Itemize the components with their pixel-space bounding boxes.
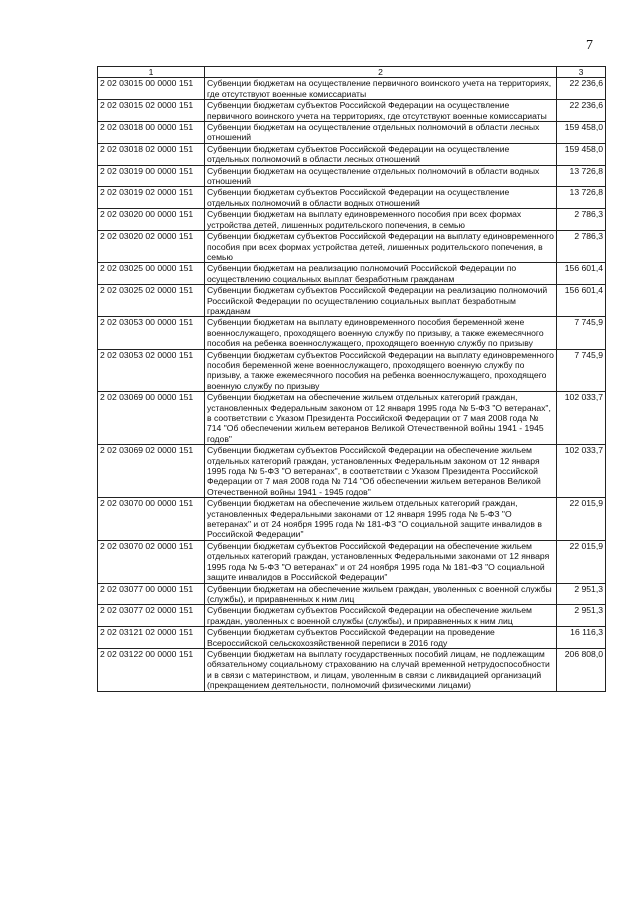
row-description: Субвенции бюджетам на выплату единовременного пособия при всех формах устройства детей, лишенных родительского попечения, в семью — [205, 209, 557, 231]
row-description: Субвенции бюджетам субъектов Российской Федерации на обеспечение жильем отдельных категорий граждан, установленных Федеральным законом от 12 января 1995 года № 5-ФЗ "О ветеранах", в соответствии с Указом Президента Российской Федерации от 7 мая 2008 года № 714 "Об обеспечении жильем ветеранов Великой Отечественной войны 1941 - 1945 годов" — [205, 445, 557, 498]
page-number: 7 — [586, 38, 593, 53]
row-code: 2 02 03069 02 0000 151 — [98, 445, 205, 498]
row-code: 2 02 03121 02 0000 151 — [98, 627, 205, 649]
row-amount: 13 726,8 — [557, 187, 606, 209]
table-row — [98, 122, 606, 144]
row-code: 2 02 03053 00 0000 151 — [98, 317, 205, 349]
row-code: 2 02 03018 00 0000 151 — [98, 122, 205, 144]
row-description: Субвенции бюджетам субъектов Российской Федерации на осуществление отдельных полномочий в области лесных отношений — [205, 143, 557, 165]
row-code: 2 02 03070 00 0000 151 — [98, 498, 205, 541]
row-code: 2 02 03070 02 0000 151 — [98, 540, 205, 583]
row-description: Субвенции бюджетам субъектов Российской Федерации на обеспечение жильем отдельных категорий граждан, установленных Федеральными законами от 12 января 1995 года № 5-ФЗ "О ветеранах" и от 24 ноября 1995 года № 181-ФЗ "О социальной защите инвалидов в Российской Федерации" — [205, 540, 557, 583]
row-code: 2 02 03077 02 0000 151 — [98, 605, 205, 627]
row-description: Субвенции бюджетам субъектов Российской Федерации на обеспечение жильем граждан, уволенных с военной службы (службы), и приравненных к ним лиц — [205, 605, 557, 627]
table-row — [98, 540, 606, 583]
row-amount: 22 236,6 — [557, 78, 606, 100]
table-row — [98, 143, 606, 165]
row-code: 2 02 03019 02 0000 151 — [98, 187, 205, 209]
table-row — [98, 498, 606, 541]
row-code: 2 02 03069 00 0000 151 — [98, 392, 205, 445]
row-amount: 156 601,4 — [557, 263, 606, 285]
table-row — [98, 317, 606, 349]
row-description: Субвенции бюджетам субъектов Российской Федерации на выплату единовременного пособия беременной жене военнослужащего, проходящего военную службу по призыву, а также ежемесячного пособия на ребенка военнослужащего, проходящего военную службу по призыву — [205, 349, 557, 392]
table-row — [98, 100, 606, 122]
row-amount: 7 745,9 — [557, 349, 606, 392]
row-code: 2 02 03015 02 0000 151 — [98, 100, 205, 122]
row-amount: 102 033,7 — [557, 445, 606, 498]
row-description: Субвенции бюджетам на осуществление первичного воинского учета на территориях, где отсутствуют военные комиссариаты — [205, 78, 557, 100]
column-header-amount: 3 — [557, 67, 606, 78]
row-amount: 22 015,9 — [557, 498, 606, 541]
row-amount: 7 745,9 — [557, 317, 606, 349]
row-code: 2 02 03025 00 0000 151 — [98, 263, 205, 285]
row-description: Субвенции бюджетам на обеспечение жильем отдельных категорий граждан, установленных Федеральными законами от 12 января 1995 года № 5-ФЗ "О ветеранах" и от 24 ноября 1995 года № 181-ФЗ "О социальной защите инвалидов в Российской Федерации" — [205, 498, 557, 541]
row-code: 2 02 03019 00 0000 151 — [98, 165, 205, 187]
row-amount: 2 951,3 — [557, 583, 606, 605]
row-code: 2 02 03020 02 0000 151 — [98, 231, 205, 263]
row-description: Субвенции бюджетам на осуществление отдельных полномочий в области водных отношений — [205, 165, 557, 187]
table-row — [98, 187, 606, 209]
row-code: 2 02 03025 02 0000 151 — [98, 285, 205, 317]
row-code: 2 02 03020 00 0000 151 — [98, 209, 205, 231]
row-description: Субвенции бюджетам на осуществление отдельных полномочий в области лесных отношений — [205, 122, 557, 144]
column-header-code: 1 — [98, 67, 205, 78]
row-description: Субвенции бюджетам субъектов Российской Федерации на выплату единовременного пособия при всех формах устройства детей, лишенных родительского попечения, в семью — [205, 231, 557, 263]
row-code: 2 02 03018 02 0000 151 — [98, 143, 205, 165]
row-amount: 13 726,8 — [557, 165, 606, 187]
table-row — [98, 605, 606, 627]
table-row — [98, 349, 606, 392]
row-amount: 206 808,0 — [557, 648, 606, 691]
row-code: 2 02 03122 00 0000 151 — [98, 648, 205, 691]
table-row — [98, 648, 606, 691]
row-description: Субвенции бюджетам на выплату единовременного пособия беременной жене военнослужащего, проходящего военную службу по призыву, а также ежемесячного пособия на ребенка военнослужащего, проходящего военную службу по призыву — [205, 317, 557, 349]
row-amount: 159 458,0 — [557, 122, 606, 144]
row-amount: 156 601,4 — [557, 285, 606, 317]
row-description: Субвенции бюджетам субъектов Российской Федерации на осуществление первичного воинского учета на территориях, где отсутствуют военные комиссариаты — [205, 100, 557, 122]
table-row — [98, 231, 606, 263]
row-amount: 102 033,7 — [557, 392, 606, 445]
table-row — [98, 285, 606, 317]
table-row — [98, 627, 606, 649]
row-description: Субвенции бюджетам на обеспечение жильем граждан, уволенных с военной службы (службы), и приравненных к ним лиц — [205, 583, 557, 605]
row-description: Субвенции бюджетам на обеспечение жильем отдельных категорий граждан, установленных Федеральным законом от 12 января 1995 года № 5-ФЗ "О ветеранах", в соответствии с Указом Президента Российской Федерации от 7 мая 2008 года № 714 "Об обеспечении жильем ветеранов Великой Отечественной войны 1941 - 1945 годов" — [205, 392, 557, 445]
row-description: Субвенции бюджетам субъектов Российской Федерации на осуществление отдельных полномочий в области водных отношений — [205, 187, 557, 209]
row-description: Субвенции бюджетам субъектов Российской Федерации на проведение Всероссийской сельскохозяйственной переписи в 2016 году — [205, 627, 557, 649]
row-amount: 22 015,9 — [557, 540, 606, 583]
row-description: Субвенции бюджетам на реализацию полномочий Российской Федерации по осуществлению социальных выплат безработным гражданам — [205, 263, 557, 285]
row-amount: 2 951,3 — [557, 605, 606, 627]
budget-table — [97, 66, 606, 692]
row-amount: 2 786,3 — [557, 209, 606, 231]
table-row — [98, 445, 606, 498]
table-row — [98, 209, 606, 231]
table-row — [98, 78, 606, 100]
row-description: Субвенции бюджетам субъектов Российской Федерации на реализацию полномочий Российской Федерации по осуществлению социальных выплат безработным гражданам — [205, 285, 557, 317]
row-description: Субвенции бюджетам на выплату государственных пособий лицам, не подлежащим обязательному социальному страхованию на случай временной нетрудоспособности и в связи с материнством, и лицам, уволенным в связи с ликвидацией организаций (прекращением деятельности, полномочий физическими лицами) — [205, 648, 557, 691]
row-amount: 22 236,6 — [557, 100, 606, 122]
row-code: 2 02 03053 02 0000 151 — [98, 349, 205, 392]
table-header-row — [98, 67, 606, 78]
row-amount: 2 786,3 — [557, 231, 606, 263]
table-row — [98, 392, 606, 445]
column-header-description: 2 — [205, 67, 557, 78]
row-amount: 159 458,0 — [557, 143, 606, 165]
table-row — [98, 263, 606, 285]
row-code: 2 02 03077 00 0000 151 — [98, 583, 205, 605]
row-amount: 16 116,3 — [557, 627, 606, 649]
row-code: 2 02 03015 00 0000 151 — [98, 78, 205, 100]
table-row — [98, 583, 606, 605]
table-row — [98, 165, 606, 187]
